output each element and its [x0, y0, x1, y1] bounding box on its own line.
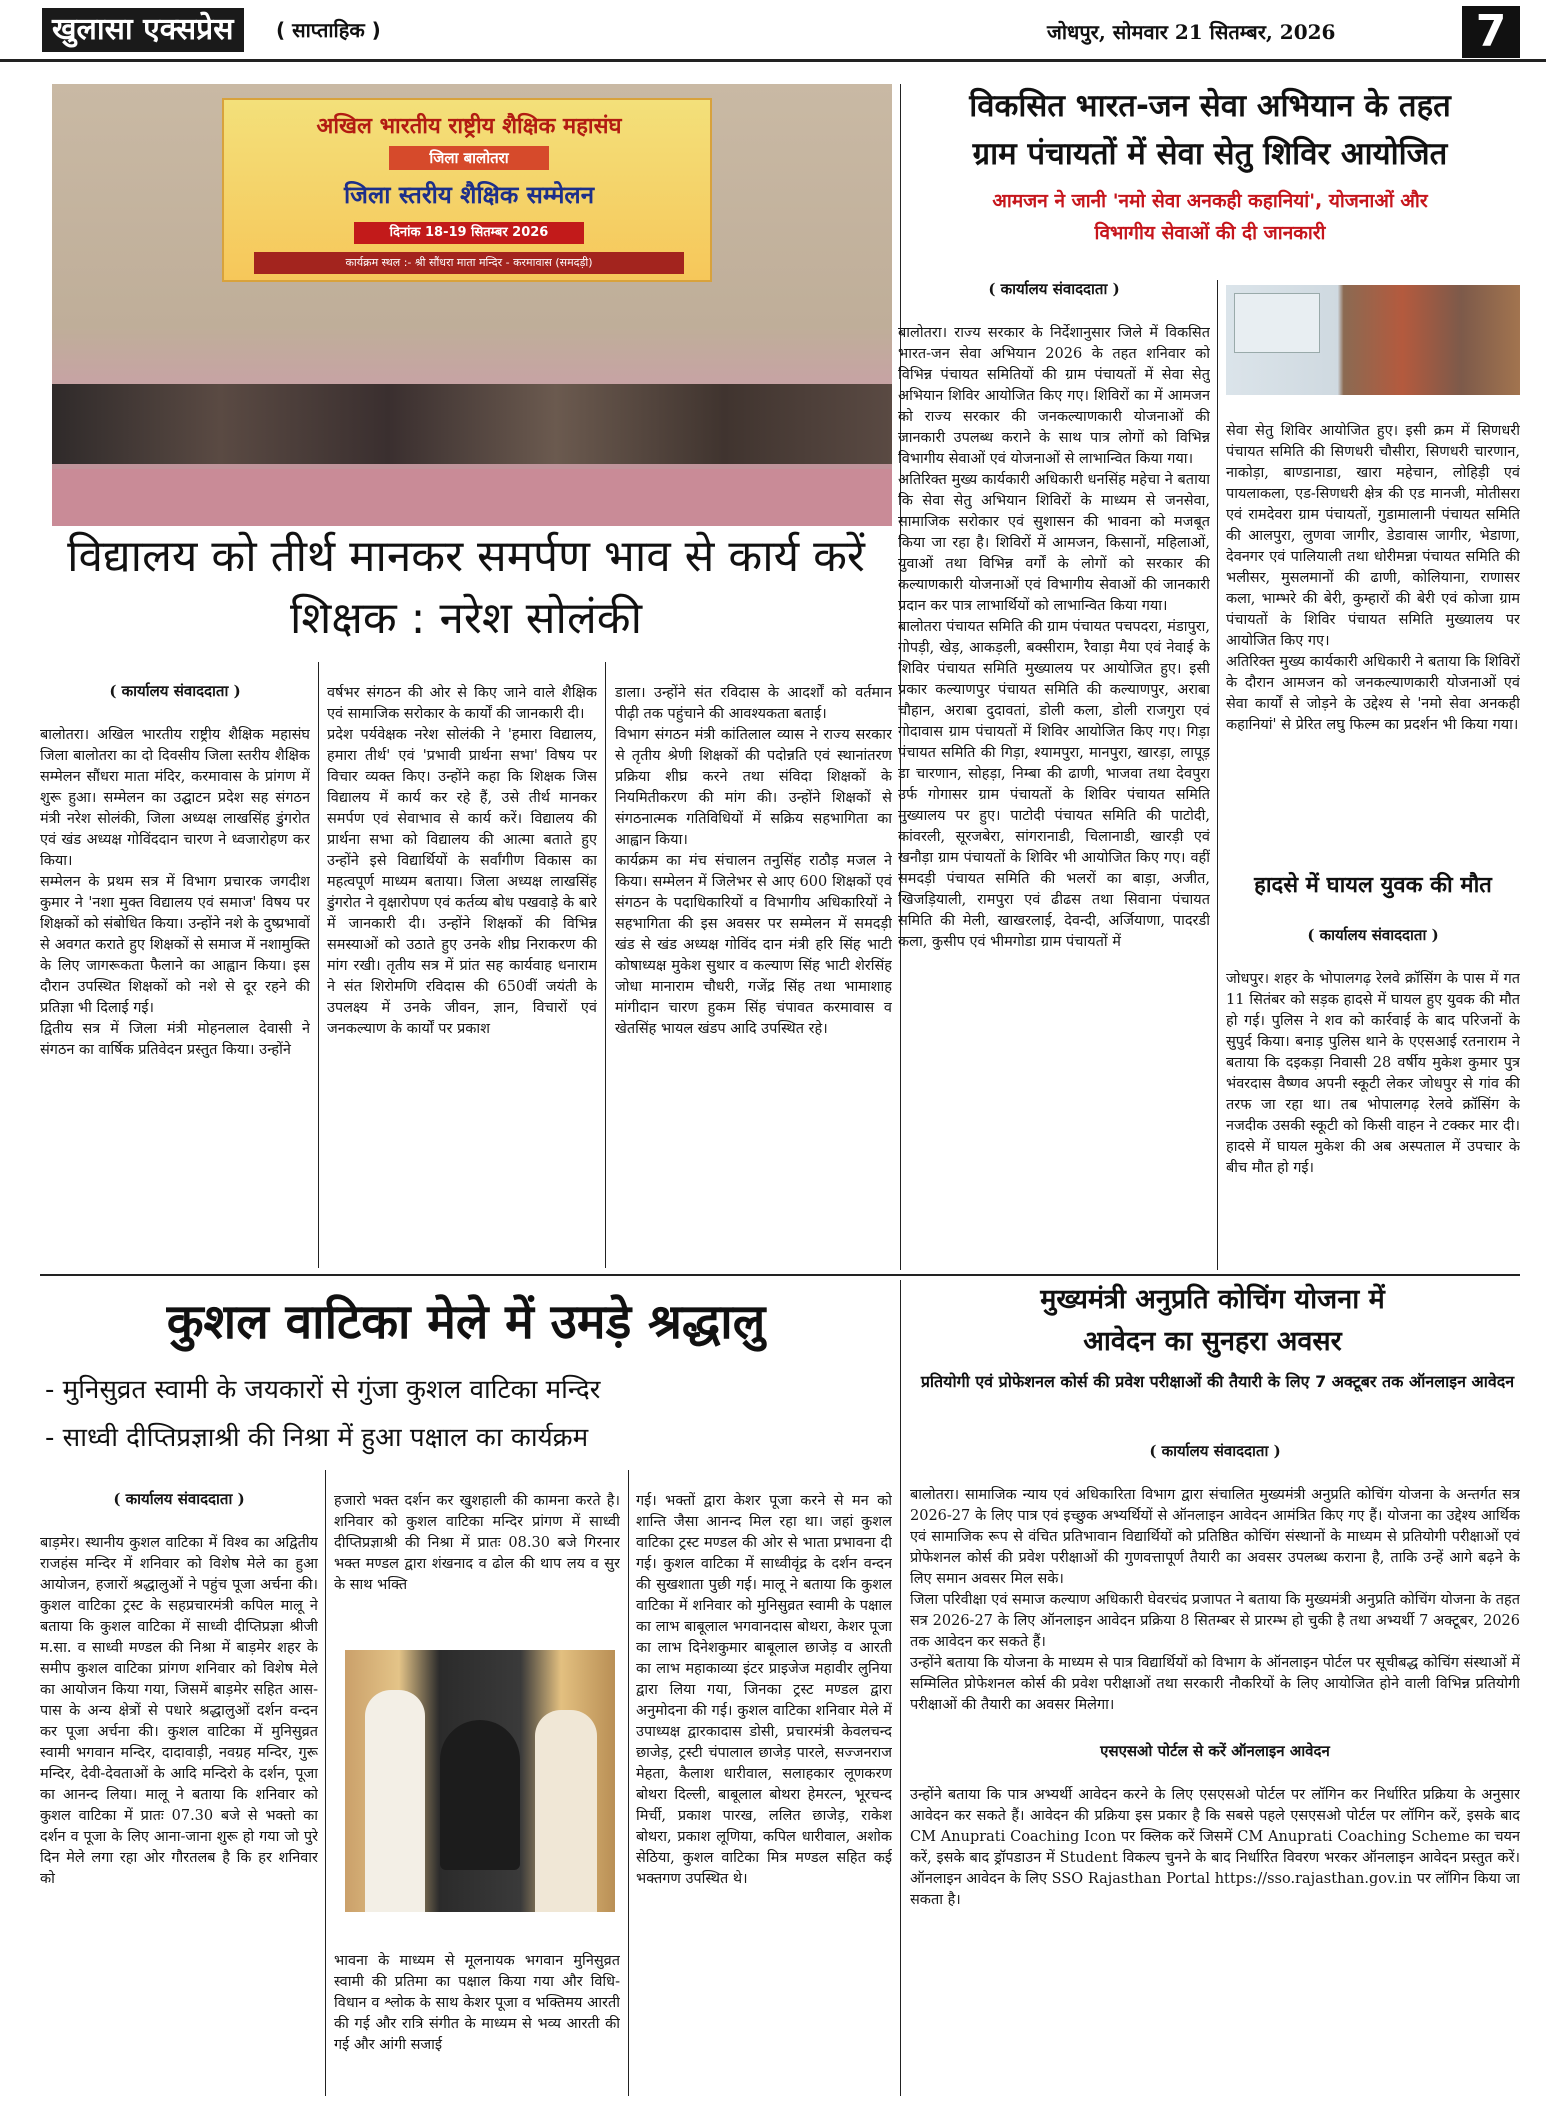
article4-column-2-bottom [334, 1930, 620, 2096]
article4-subhead-1: - मुनिसुव्रत स्वामी के जयकारों से गुंजा कुशल वाटिका मन्दिर [45, 1375, 601, 1405]
article2-subhead-line1: आमजन ने जानी 'नमो सेवा अनकही कहानियां', योजनाओं और [992, 190, 1428, 212]
article5-headline-line1: मुख्यमंत्री अनुप्रति कोचिंग योजना में [1040, 1284, 1385, 1315]
article1-column-2 [327, 662, 597, 1270]
article2-headline-line2: ग्राम पंचायतों में सेवा सेतु शिविर आयोजित [972, 136, 1448, 172]
banner-venue: कार्यक्रम स्थल :- श्री सौंधरा माता मन्दिर - करमावास (समदड़ी) [254, 252, 684, 274]
article1-col1-text: बालोतरा। अखिल भारतीय राष्ट्रीय शैक्षिक महासंघ जिला बालोतरा का दो दिवसीय जिला स्तरीय शैक्षिक सम्मेलन सौंधरा माता मंदिर, करमावास के प्रांगण में शुरू हुआ। सम्मेलन का उद्घाटन प्रदेश सह संगठन मंत्री नरेश सोलंकी, जिला अध्यक्ष लाखसिंह डुंगरोत एवं खंड अध्यक्ष गोविंददान चारण ने ध्वजारोहण कर किया। सम्मेलन के प्रथम सत्र में विभाग प्रचारक जगदीश कुमार ने 'नशा मुक्त विद्यालय एवं समाज' विषय पर शिक्षकों को संबोधित किया। उन्होंने नशे के दुष्प्रभावों से अवगत कराते हुए शिक्षकों से समाज में नशामुक्ति के लिए जागरूकता फैलाने का आह्वान किया। इस दौरान उपस्थित शिक्षकों को नशे से दूर रहने की प्रतिज्ञा भी दिलाई गई। द्वितीय सत्र में जिला मंत्री मोहनलाल देवासी ने संगठन का वार्षिक प्रतिवेदन प्रस्तुत किया। उन्होंने [40, 727, 310, 1058]
photo-devotee-left [365, 1690, 425, 1912]
article3-byline: ( कार्यालय संवाददाता ) [1307, 926, 1439, 944]
article2-headline-line1: विकसित भारत-जन सेवा अभियान के तहत [969, 88, 1451, 124]
article4-column-1 [40, 1468, 318, 2096]
article3-headline: हादसे में घायल युवक की मौत [1254, 873, 1492, 898]
vertical-divider [900, 1280, 901, 2096]
article1-col3-text: डाला। उन्होंने संत रविदास के आदर्शों को वर्तमान पीढ़ी तक पहुंचाने की आवश्यकता बताई। विभाग संगठन मंत्री कांतिलाल व्यास ने राज्य सरकार से तृतीय श्रेणी शिक्षकों की पदोन्नति एवं स्थानांतरण प्रक्रिया शीघ्र करने तथा संविदा शिक्षकों के नियमितीकरण की मांग की। उन्होंने शिक्षकों से संगठनात्मक गतिविधियों में सक्रिय सहभागिता का आह्वान किया। कार्यक्रम का मंच संचालन तनुसिंह राठौड़ मजल ने किया। सम्मेलन में जिलेभर से आए 600 शिक्षकों एवं संगठन के पदाधिकारियों व विभागीय अधिकारियों ने सहभागिता की इस अवसर पर सम्मेलन में समदड़ी खंड से खंड अध्यक्ष गोविंद दान मंत्री हरि सिंह भाटी कोषाध्यक्ष मुकेश सुथार व कल्याण सिंह भाटी शेरसिंह जोधा मानाराम चौधरी, गजेंद्र सिंह तथा भामाशाह मांगीदान चारण हुकम सिंह चंपावत करमावास व खेतसिंह भायल खंडप आदि उपस्थित रहे। [615, 685, 892, 1037]
article3-body [1226, 904, 1520, 1270]
edition-label: ( साप्ताहिक ) [276, 18, 381, 42]
article2-column-2 [1226, 400, 1520, 864]
column-divider [628, 1470, 629, 2096]
horizontal-divider [40, 1274, 1520, 1276]
article4-col2-top-text: हजारो भक्त दर्शन कर खुशहाली की कामना करते है। शनिवार को कुशल वाटिका मन्दिर प्रांगण में साध्वी दीप्तिप्रज्ञाश्री की निश्रा में प्रातः 08.30 बजे गिरनार भक्त मण्डल द्वारा शंखनाद व ढोल की थाप लय व सुर के साथ भक्ति [334, 1493, 620, 1593]
newspaper-brand: खुलासा एक्सप्रेस [42, 8, 244, 52]
article1-column-1 [40, 660, 310, 1270]
column-divider [1217, 280, 1218, 1270]
column-divider [318, 662, 319, 1268]
photo-screen [1234, 293, 1320, 353]
article4-subhead-2: - साध्वी दीप्तिप्रज्ञाश्री की निश्रा में हुआ पक्षाल का कार्यक्रम [45, 1423, 589, 1453]
dateline: जोधपुर, सोमवार 21 सितम्बर, 2026 [1047, 20, 1336, 44]
page-number: 7 [1462, 6, 1520, 58]
article1-byline: ( कार्यालय संवाददाता ) [109, 682, 241, 700]
article1-col2-text: वर्षभर संगठन की ओर से किए जाने वाले शैक्षिक एवं सामाजिक सरोकार के कार्यों की जानकारी दी। प्रदेश पर्यवेक्षक नरेश सोलंकी ने 'हमारा विद्यालय, हमारा तीर्थ' एवं 'प्रभावी प्रार्थना सभा' विषय पर विचार व्यक्त किए। उन्होंने कहा कि शिक्षक जिस विद्यालय में कार्य कर रहे हैं, उसे तीर्थ मानकर समर्पण एवं सेवाभाव से कार्य करें। विद्यालय की प्रार्थना सभा को विद्यालय की आत्मा बताते हुए उन्होंने इसे विद्यार्थियों के सर्वांगीण विकास का महत्वपूर्ण माध्यम बताया। जिला अध्यक्ष लाखसिंह डुंगरोत ने वृक्षारोपण एवं कर्तव्य बोध पखवाड़े के बारे में जानकारी दी। उन्होंने शिक्षकों की विभिन्न समस्याओं को उठाते हुए उनके शीघ्र निराकरण की मांग रखी। तृतीय सत्र में प्रांत सह कार्यवाह धनाराम ने संत शिरोमणि रविदास की 650वीं जयंती के उपलक्ष्य में उनके जीवन, ज्ञान, विचारों एवं जनकल्याण के कार्यों पर प्रकाश [327, 685, 597, 1037]
photo-idol [440, 1720, 520, 1870]
article4-col1-text: बाड़मेर। स्थानीय कुशल वाटिका में विश्व का अद्वितीय राजहंस मन्दिर में शनिवार को विशेष मेले का हुआ आयोजन, हजारों श्रद्धालुओं ने पहुंच पूजा अर्चना की। कुशल वाटिका ट्रस्ट के सहप्रचारमंत्री कपिल मालू ने बताया कि कुशल वाटिका में साध्वी दीप्तिप्रज्ञा श्रीजी म.सा. व साध्वी मण्डल की निश्रा में बाड़मेर शहर के समीप कुशल वाटिका प्रांगण शनिवार को विशेष मेले का आयोजन किया गया, जिसमें बाड़मेर सहित आस-पास के अन्य क्षेत्रों से पधारे श्रद्धालुओं दर्शन वन्दन कर पूजा अर्चना की। कुशल वाटिका में मुनिसुव्रत स्वामी भगवान मन्दिर, दादावाड़ी, नवग्रह मन्दिर, गुरू मन्दिर, देवी-देवताओं के आदि मन्दिरो के दर्शन, पूजा का आनन्द लिया। मालू ने बताया कि शनिवार को कुशल वाटिका में प्रातः 07.30 बजे से भक्तो का दर्शन व पूजा के लिए आना-जाना शुरू हो गया जो पुरे दिन मेले लगा रहा ओर गौरतलब है कि हर शनिवार को [40, 1535, 318, 1887]
article4-col2-bottom-text: भावना के माध्यम से मूलनायक भगवान मुनिसुव्रत स्वामी की प्रतिमा का पक्षाल किया गया और विधि-विधान व श्लोक के साथ केशर पूजा व भक्तिमय आरती की गई और रात्रि संगीत के माध्यम से भव्य आरती की गई और आंगी सजाई [334, 1953, 620, 2053]
column-divider [605, 662, 606, 1268]
banner-title: अखिल भारतीय राष्ट्रीय शैक्षिक महासंघ [316, 114, 622, 139]
article1-headline-line2: शिक्षक : नरेश सोलंकी [290, 593, 642, 644]
seva-setu-photo [1226, 285, 1520, 395]
article4-column-2-top [334, 1470, 620, 1640]
masthead [0, 0, 1546, 62]
article5-headline-line2: आवेदन का सुनहरा अवसर [1083, 1326, 1342, 1357]
banner-district: जिला बालोतरा [389, 146, 549, 170]
article2-col2-text: सेवा सेतु शिविर आयोजित हुए। इसी क्रम में सिणधरी पंचायत समिति की सिणधरी चौसीरा, सिणधरी चारणान, नाकोड़ा, बाण्डानाडा, खारा महेचान, लोहिड़ी एवं पायलाकला, एड-सिणधरी क्षेत्र की एड मानजी, मोतीसरा एवं रामदेवरा ग्राम पंचायतों, गुडामालानी पंचायत समिति की आलपुरा, लुणवा जागीर, डेडावास जागीर, भेडाणा, देवनगर एवं पालियाली तथा धोरीमन्ना पंचायत समिति की भलीसर, मुसलमानों की ढाणी, कोलियाना, राणासर कला, भाम्भरे की बेरी, कुम्हारों की बेरी एवं कोजा ग्राम पंचायतों के शिविर पंचायत समिति मुख्यालय पर आयोजित किए गए। अतिरिक्त मुख्य कार्यकारी अधिकारी ने बताया कि शिविरों के दौरान आमजन को जनकल्याणकारी योजनाओं एवं सेवा कार्यों से जोड़ने के उद्देश्य से 'नमो सेवा अनकही कहानियां' से प्रेरित लघु फिल्म का प्रदर्शन भी किया गया। [1226, 423, 1520, 733]
article5-subhead-2: एसएसओ पोर्टल से करें ऑनलाइन आवेदन [1100, 1742, 1330, 1760]
article5-byline: ( कार्यालय संवाददाता ) [1149, 1442, 1281, 1460]
article2-column-1 [898, 258, 1210, 1270]
banner-date: दिनांक 18-19 सितम्बर 2026 [354, 222, 584, 244]
temple-idol-photo [345, 1650, 615, 1912]
article4-column-3 [636, 1470, 892, 2096]
article5-text-2: उन्होंने बताया कि पात्र अभ्यर्थी आवेदन करने के लिए एसएसओ पोर्टल पर लॉगिन कर निर्धारित प्रक्रिया के अनुसार आवेदन कर सकते हैं। आवेदन की प्रक्रिया इस प्रकार है कि सबसे पहले एसएसओ पोर्टल पर लॉगिन करें, इसके बाद CM Anuprati Coaching Icon पर क्लिक करें जिसमें CM Anuprati Coaching Scheme का चयन करें, इसके बाद ड्रॉपडाउन में Student विकल्प चुनने के बाद निर्धारित विवरण भरकर ऑनलाइन आवेदन प्रस्तुत करें। ऑनलाइन आवेदन के लिए SSO Rajasthan Portal https://sso.rajasthan.gov.in पर लॉगिन किया जा सकता है। [910, 1787, 1520, 1908]
article4-col3-text: गई। भक्तों द्वारा केशर पूजा करने से मन को शान्ति जैसा आनन्द मिल रहा था। जहां कुशल वाटिका ट्रस्ट मण्डल की ओर से भाता प्रभावना दी गई। कुशल वाटिका में साध्वीवृंद्र के दर्शन वन्दन की सुखशाता पुछी गई। मालू ने बताया कि कुशल वाटिका में शनिवार को मुनिसुव्रत स्वामी के पक्षाल का लाभ बाबूलाल भगवानदास बोथरा, केशर पूजा का लाभ दिनेशकुमार बाबूलाल छाजेड़ व आरती का लाभ महाकाव्या इंटर प्राइजेज महावीर लुनिया द्वारा लिया गया, जिनका ट्रस्ट मण्डल द्वारा अनुमोदना की गई। कुशल वाटिका शनिवार मेले में उपाध्यक्ष द्वारकादास डोसी, प्रचारमंत्री केवलचन्द छाजेड़, ट्रस्टी चंपालाल छाजेड़ पारले, सज्जनराज मेहता, कैलाश धारीवाल, सलाहकार लूणकरण बोथरा दिल्ली, बाबूलाल बोथरा हेमरत्न, भूरचन्द मिर्ची, प्रकाश पारख, ललित छाजेड़, राकेश बोथरा, प्रकाश लूणिया, कपिल धारीवाल, अशोक सेठिया, कुशल वाटिका मित्र मण्डल सहित कई भक्तगण उपस्थित थे। [636, 1493, 892, 1887]
article1-column-3 [615, 662, 892, 1270]
conference-photo [52, 84, 892, 526]
column-divider [325, 1470, 326, 2096]
banner-event: जिला स्तरीय शैक्षिक सम्मेलन [343, 181, 595, 209]
article4-byline: ( कार्यालय संवाददाता ) [113, 1490, 245, 1508]
article5-body [910, 1420, 1520, 2096]
photo-people-row [52, 384, 892, 464]
photo-banner [222, 98, 712, 282]
article2-col1-text: बालोतरा। राज्य सरकार के निर्देशानुसार जिले में विकसित भारत-जन सेवा अभियान 2026 के तहत शनिवार को विभिन्न पंचायत समितियों की ग्राम पंचायतों में सेवा सेतु अभियान शिविर आयोजित किए गए। शिविरों का में आमजन को राज्य सरकार की जनकल्याणकारी योजनाओं की जानकारी उपलब्ध कराने के साथ पात्र लोगों को विभिन्न विभागीय सेवाओं एवं योजनाओं से लाभान्वित किया गया। अतिरिक्त मुख्य कार्यकारी अधिकारी धनसिंह महेचा ने बताया कि सेवा सेतु अभियान शिविरों के माध्यम से जनसेवा, सामाजिक सरोकार एवं सुशासन की भावना को मजबूत किया जा रहा है। शिविरों में आमजन, किसानों, महिलाओं, युवाओं तथा विभिन्न वर्गों के लोगों को सरकार की कल्याणकारी योजनाओं एवं विभागीय सेवाओं की जानकारी प्रदान कर पात्र लाभार्थियों को लाभान्वित किया गया। बालोतरा पंचायत समिति की ग्राम पंचायत पचपदरा, मंडापुरा, गोपड़ी, खेड़, आकड़ली, बक्सीराम, रैवाड़ा मैया एवं नेवाई के शिविर पंचायत समिति मुख्यालय पर आयोजित हुए। इसी प्रकार कल्याणपुर पंचायत समिति की कल्याणपुर, अराबा चौहान, अराबा दुदावतां, डोली कला, डोली राजगुरा एवं गोदावास ग्राम पंचायतों में शिविर आयोजित किए गए। गिड़ा पंचायत समिति की गिड़ा, श्यामपुरा, मानपुरा, खारड़ा, लापूड़ डा चारणान, सोहड़ा, निम्बा की ढाणी, भाजवा तथा देवपुरा उर्फ गोगासर ग्राम पंचायतों के शिविर पंचायत समिति मुख्यालय पर हुए। पाटोदी पंचायत समिति की पाटोदी, कांवरली, सूरजबेरा, सांगरानाडी, चिलानाडी, खारड़ी एवं खनौड़ा ग्राम पंचायतों के शिविर भी आयोजित किए गए। वहीं समदड़ी पंचायत समिति की भलरों का बाड़ा, अजीत, खिजड़ियाली, रामपुरा एवं ढीढस तथा सिवाना पंचायत समिति की मेली, खाखरलाई, देवन्दी, अर्जियाणा, पादरडी कला, कुसीप एवं भीमगोडा ग्राम पंचायतों में [898, 325, 1210, 950]
photo-devotee-right [535, 1710, 597, 1912]
photo-table [52, 469, 892, 526]
article1-headline-line1: विद्यालय को तीर्थ मानकर समर्पण भाव से कार्य करें [67, 531, 865, 582]
article5-subhead: प्रतियोगी एवं प्रोफेशनल कोर्स की प्रवेश परीक्षाओं की तैयारी के लिए 7 अक्टूबर तक ऑनलाइन आवेदन [920, 1372, 1515, 1391]
article2-subhead-line2: विभागीय सेवाओं की दी जानकारी [1094, 222, 1326, 244]
article3-text: जोधपुर। शहर के भोपालगढ़ रेलवे क्रॉसिंग के पास में गत 11 सितंबर को सड़क हादसे में घायल हुए युवक की मौत हो गई। पुलिस ने शव को कार्रवाई के बाद परिजनों के सुपुर्द किया। बनाड़ पुलिस थाने के एएसआई रतनाराम ने बताया कि दइकड़ा निवासी 28 वर्षीय मुकेश कुमार पुत्र भंवरदास वैष्णव अपनी स्कूटी लेकर जोधपुर से गांव की तरफ जा रहा था। तब भोपालगढ़ रेलवे क्रॉसिंग के नजदीक उसकी स्कूटी को किसी वाहन ने टक्कर मार दी। हादसे में घायल मुकेश की अब अस्पताल में उपचार के बीच मौत हो गई। [1226, 971, 1520, 1176]
article2-byline: ( कार्यालय संवाददाता ) [988, 280, 1120, 298]
article5-text-1: बालोतरा। सामाजिक न्याय एवं अधिकारिता विभाग द्वारा संचालित मुख्यमंत्री अनुप्रति कोचिंग योजना के अन्तर्गत सत्र 2026-27 के लिए पात्र एवं इच्छुक अभ्यर्थियों से ऑनलाइन आवेदन आमंत्रित किए गए हैं। योजना का उद्देश्य आर्थिक एवं सामाजिक रूप से वंचित प्रतिभावान विद्यार्थियों को प्रतिष्ठित कोचिंग संस्थानों के माध्यम से प्रतियोगी परीक्षाओं एवं प्रोफेशनल कोर्स की प्रवेश परीक्षाओं की गुणवत्तापूर्ण तैयारी का अवसर उपलब्ध कराना है, ताकि उन्हें आगे बढ़ने के लिए समान अवसर मिल सके। जिला परिवीक्षा एवं समाज कल्याण अधिकारी घेवरचंद प्रजापत ने बताया कि मुख्यमंत्री अनुप्रति कोचिंग योजना के तहत सत्र 2026-27 के लिए ऑनलाइन आवेदन प्रक्रिया 8 सितम्बर से प्रारम्भ हो चुकी है तथा अभ्यर्थी 7 अक्टूबर, 2026 तक आवेदन कर सकते हैं। उन्होंने बताया कि योजना के माध्यम से पात्र विद्यार्थियों को विभाग के ऑनलाइन पोर्टल पर सूचीबद्ध कोचिंग संस्थाओं में सम्मिलित प्रोफेशनल कोर्स की प्रवेश परीक्षाओं तथा सरकारी नौकरियों के लिए आयोजित होने वाली विभिन्न प्रतियोगी परीक्षाओं की तैयारी का अवसर मिलेगा। [910, 1487, 1520, 1713]
article4-headline: कुशल वाटिका मेले में उमड़े श्रद्धालु [166, 1294, 766, 1350]
